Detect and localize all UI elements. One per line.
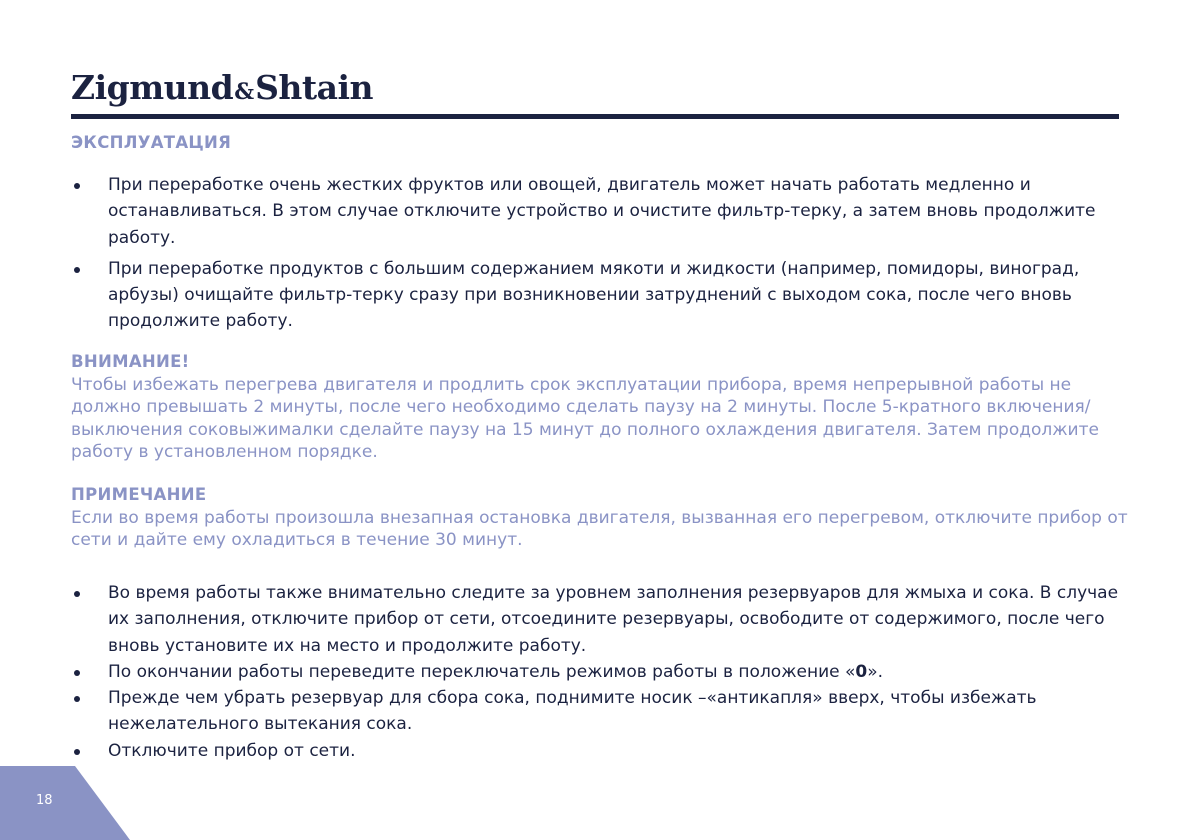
list-item: Прежде чем убрать резервуар для сбора сока, поднимите носик –«антикапля» вверх, чтобы избежать нежелательного вытекания сока. (71, 685, 1121, 738)
list-item (71, 659, 1121, 685)
switch-position-zero: 0 (855, 661, 868, 682)
list-item: При переработке очень жестких фруктов или овощей, двигатель может начать работать медленно и останавливаться. В этом случае отключите устройство и очистите фильтр-терку, а затем вновь продолжите работу. (71, 172, 1121, 251)
brand-logo (71, 66, 373, 114)
note-text: Если во время работы произошла внезапная остановка двигателя, вызванная его перегревом, отключите прибор от сети и дайте ему охладиться в течение 30 минут. (71, 508, 1128, 551)
list-item: При переработке продуктов с большим содержанием мякоти и жидкости (например, помидоры, виноград, арбузы) очищайте фильтр-терку сразу при возникновении затруднений с выходом сока, после чего вновь продолжите работу. (71, 256, 1121, 335)
list-item-text-after: ». (867, 661, 884, 682)
after-use-list (71, 580, 1121, 764)
list-item-text-before: По окончании работы переведите переключатель режимов работы в положение « (108, 661, 856, 682)
operation-heading: ЭКСПЛУАТАЦИЯ (71, 133, 232, 152)
list-item: Во время работы также внимательно следите за уровнем заполнения резервуаров для жмыха и сока. В случае их заполнения, отключите прибор от сети, отсоедините резервуары, освободите от содержимого, после чего вновь установите их на место и продолжите работу. (71, 580, 1121, 659)
operation-list (71, 172, 1121, 340)
page-corner-tab (0, 766, 130, 840)
brand-name-part2: Shtain (255, 68, 374, 107)
note-heading: ПРИМЕЧАНИЕ (71, 485, 207, 504)
page-number: 18 (36, 793, 53, 808)
brand-ampersand: & (234, 79, 255, 105)
list-item: Отключите прибор от сети. (71, 738, 1121, 764)
header-divider (71, 114, 1119, 119)
warning-heading: ВНИМАНИЕ! (71, 352, 190, 371)
brand-name-part1: Zigmund (71, 68, 234, 107)
warning-text: Чтобы избежать перегрева двигателя и продлить срок эксплуатации прибора, время непрерывной работы не должно превышать 2 минуты, после чего необходимо сделать паузу на 2 минуты. После 5-кратного включения/выключения соковыжималки сделайте паузу на 15 минут до полного охлаждения двигателя. Затем продолжите работу в установленном порядке. (71, 375, 1099, 462)
